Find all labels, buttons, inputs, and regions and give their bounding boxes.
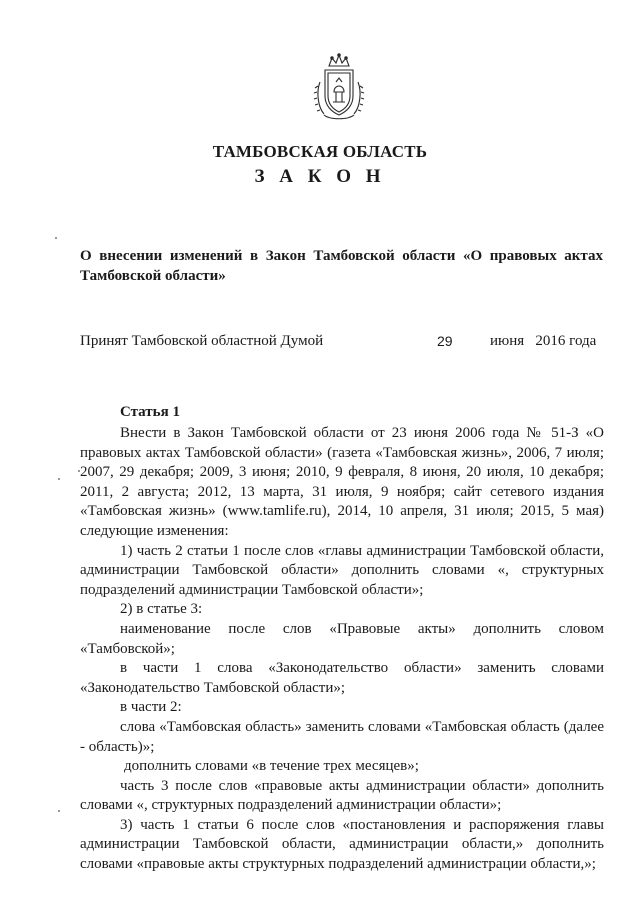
- paragraph: 2) в статье 3:: [120, 601, 203, 618]
- paragraph: часть 3 после слов «правовые акты администрации области» дополнить словами «, структурных подразделений администрации области»;: [80, 777, 604, 814]
- paragraph: слова «Тамбовская область» заменить словами «Тамбовская область (далее - область)»;: [80, 718, 604, 755]
- article-heading: Статья 1: [120, 404, 180, 420]
- adoption-month-year: июня 2016 года: [490, 333, 597, 349]
- paragraph: в части 1 слова «Законодательство области» заменить словами «Законодательство Тамбовской области»;: [80, 660, 604, 696]
- paragraph: дополнить словами «в течение трех месяцев»;: [124, 758, 419, 775]
- paragraph: наименование после слов «Правовые акты» дополнить словом «Тамбовской»;: [80, 620, 604, 657]
- article-body: [80, 424, 604, 875]
- adopted-by: Принят Тамбовской областной Думой: [80, 333, 324, 349]
- paragraph: 3) часть 1 статьи 6 после слов «постановления и распоряжения главы администрации Тамбовской области, администрации области,» дополнить словами «правовые акты структурных подразделений администрации области,»;: [80, 816, 604, 873]
- coat-of-arms-icon: [312, 52, 366, 122]
- paragraph: в части 2:: [120, 699, 182, 716]
- scan-speck: [78, 470, 80, 472]
- paragraph: Внести в Закон Тамбовской области от 23 июня 2006 года № 51-З «О правовых актах Тамбовской области» (газета «Тамбовская жизнь», 2006, 7 июля; 2007, 29 декабря; 2009, 3 июня; 2010, 9 февраля, 8 июня, 20 июля, 10 декабря; 2011, 2 августа; 2012, 13 марта, 31 июля, 9 ноября; сайт сетевого издания «Тамбовская жизнь» (www.tamlife.ru), 2014, 10 апреля, 31 июля; 2015, 5 мая) следующие изменения:: [80, 425, 604, 539]
- law-subject: О внесении изменений в Закон Тамбовской области «О правовых актах Тамбовской области»: [80, 248, 603, 284]
- scan-speck: [58, 478, 60, 480]
- document-type: З А К О Н: [254, 166, 386, 187]
- scan-speck: [55, 237, 57, 239]
- scan-speck: [58, 810, 60, 812]
- paragraph: 1) часть 2 статьи 1 после слов «главы администрации Тамбовской области, администрации Тамбовской области» дополнить словами «, структурных подразделений администрации Тамбовской области»;: [80, 542, 604, 598]
- region-title: ТАМБОВСКАЯ ОБЛАСТЬ: [212, 142, 428, 161]
- adoption-day: 29: [437, 333, 453, 349]
